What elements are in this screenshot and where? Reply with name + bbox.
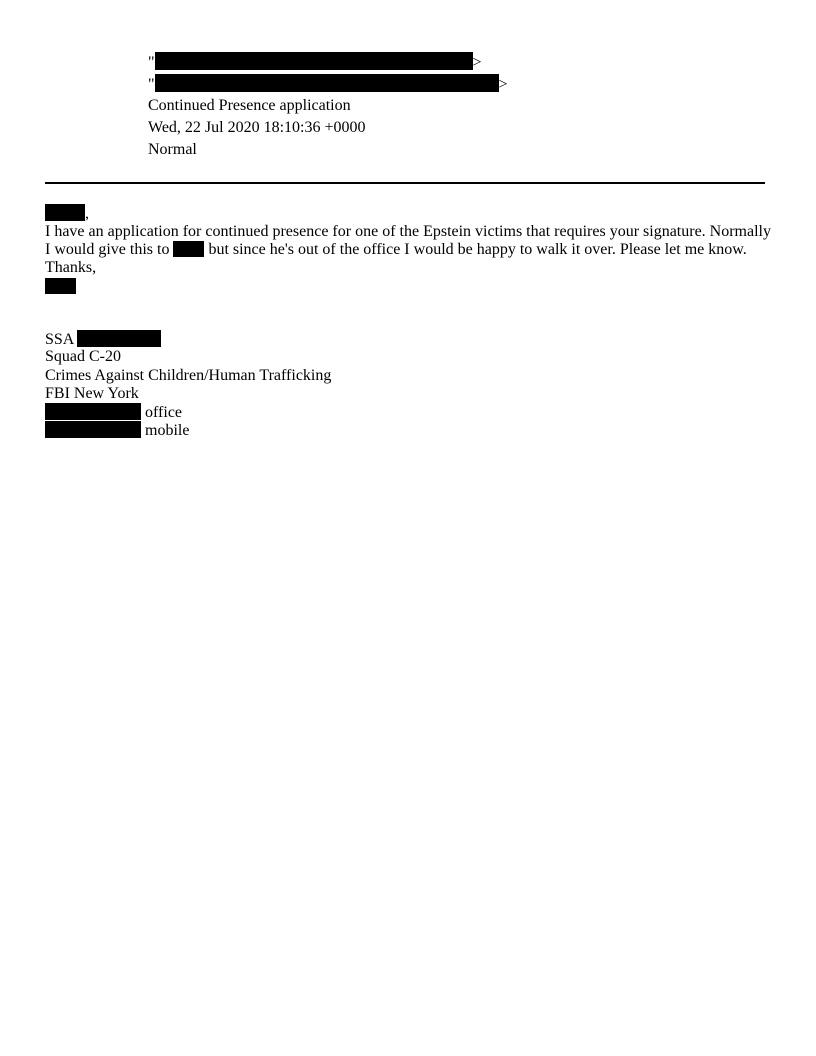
office-phone-label: office: [145, 404, 183, 421]
mobile-phone-label: mobile: [145, 422, 190, 439]
greeting-suffix: ,: [85, 205, 89, 222]
from-value-suffix: >: [472, 54, 482, 71]
body-line-1: I have an application for continued presence for one of the Epstein victims that requires your signature. Normally: [45, 223, 771, 240]
redaction-box: [45, 278, 76, 294]
signature-title: [45, 330, 161, 348]
signature-office: FBI New York: [45, 385, 139, 402]
from-value-prefix: ": [148, 54, 155, 71]
redaction-box: [155, 74, 499, 92]
date-value: Wed, 22 Jul 2020 18:10:36 +0000: [148, 119, 366, 136]
body-line-2-end: but since he's out of the office I would be happy to walk it over. Please let me know.: [208, 241, 747, 258]
importance-value: Normal: [148, 141, 197, 158]
greeting-line: [45, 204, 89, 222]
to-value: [148, 74, 508, 95]
subject-value: Continued Presence application: [148, 97, 351, 114]
signature-office-phone: [45, 403, 182, 421]
redaction-box: [45, 403, 141, 420]
body-line-2: [45, 241, 747, 259]
to-value-suffix: >: [498, 76, 508, 93]
header-divider: [45, 182, 765, 184]
to-value-prefix: ": [148, 76, 155, 93]
redaction-box: [45, 204, 85, 221]
redaction-box: [155, 52, 473, 70]
sender-name-line: [45, 278, 76, 296]
redaction-box: [45, 421, 141, 438]
signature-unit: Crimes Against Children/Human Trafficking: [45, 367, 332, 384]
body-line-2-start: I would give this to: [45, 241, 170, 258]
from-value: [148, 52, 482, 73]
thanks-line: Thanks,: [45, 259, 97, 276]
signature-title-prefix: SSA: [45, 331, 74, 348]
redaction-box: [77, 330, 161, 347]
signature-squad: Squad C-20: [45, 348, 121, 365]
signature-mobile-phone: [45, 421, 189, 439]
redaction-box: [173, 241, 204, 257]
